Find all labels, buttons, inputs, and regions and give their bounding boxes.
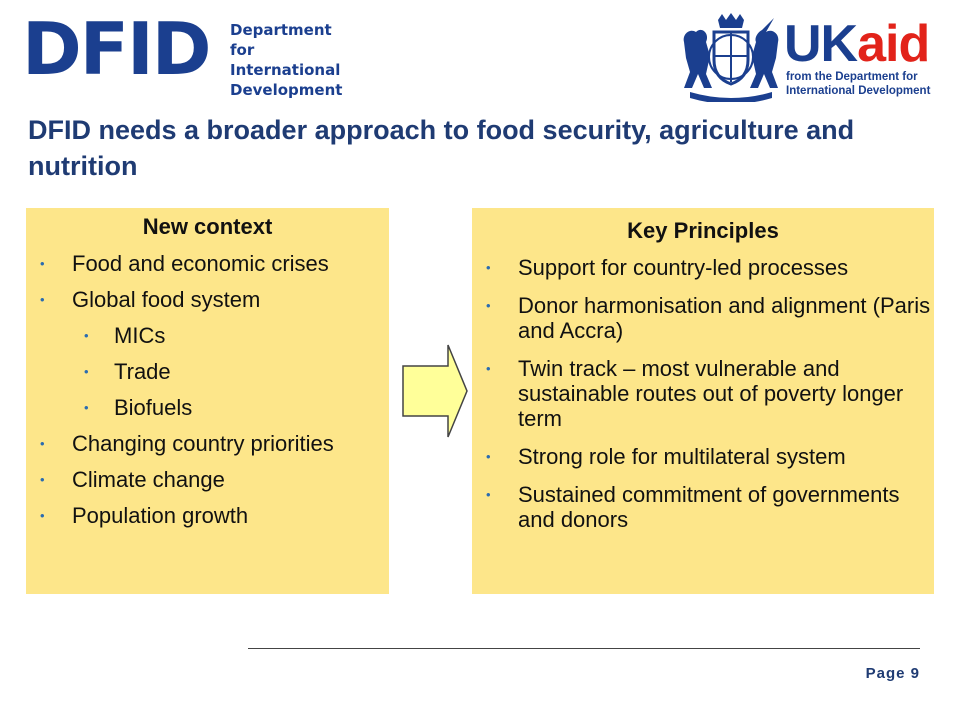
list-item: • Twin track – most vulnerable and sustainable routes out of poverty longer term: [518, 356, 934, 431]
ukaid-logo-word: UKaid: [784, 15, 930, 73]
ukaid-logo-tagline: from the Department for International Development: [786, 71, 931, 97]
list-item: • Strong role for multilateral system: [518, 444, 934, 469]
list-item: • Sustained commitment of governments and donors: [518, 482, 934, 532]
sub-list-item: • MICs: [114, 323, 389, 348]
dfid-logo: [22, 7, 352, 99]
list-item: • Support for country-led processes: [518, 255, 934, 280]
new-context-panel: [26, 208, 389, 594]
panel-heading: New context: [142, 214, 273, 239]
bullet-list: [472, 255, 934, 532]
footer-divider: [248, 648, 920, 649]
list-item: • Climate change: [72, 467, 389, 492]
key-principles-panel: [472, 208, 934, 594]
slide-title: DFID needs a broader approach to food security, agriculture and nutrition: [28, 115, 855, 181]
right-arrow-icon: [402, 344, 468, 438]
royal-coat-of-arms-icon: [676, 12, 786, 102]
dfid-logo-subtitle: Department for International Development: [230, 21, 343, 99]
panel-heading: Key Principles: [627, 218, 779, 243]
list-item-label: Global food system: [72, 287, 261, 312]
list-item: • Changing country priorities: [72, 431, 389, 456]
page-number: Page 9: [865, 665, 920, 682]
bullet-list: [26, 251, 389, 528]
list-item: • Population growth: [72, 503, 389, 528]
sub-list-item: • Biofuels: [114, 395, 389, 420]
list-item: [72, 287, 389, 420]
ukaid-logo: [676, 12, 938, 104]
sub-bullet-list: [72, 323, 389, 420]
sub-list-item: • Trade: [114, 359, 389, 384]
dfid-logo-word: DFID: [22, 7, 210, 91]
list-item: • Donor harmonisation and alignment (Paris and Accra): [518, 293, 934, 343]
list-item: • Food and economic crises: [72, 251, 389, 276]
